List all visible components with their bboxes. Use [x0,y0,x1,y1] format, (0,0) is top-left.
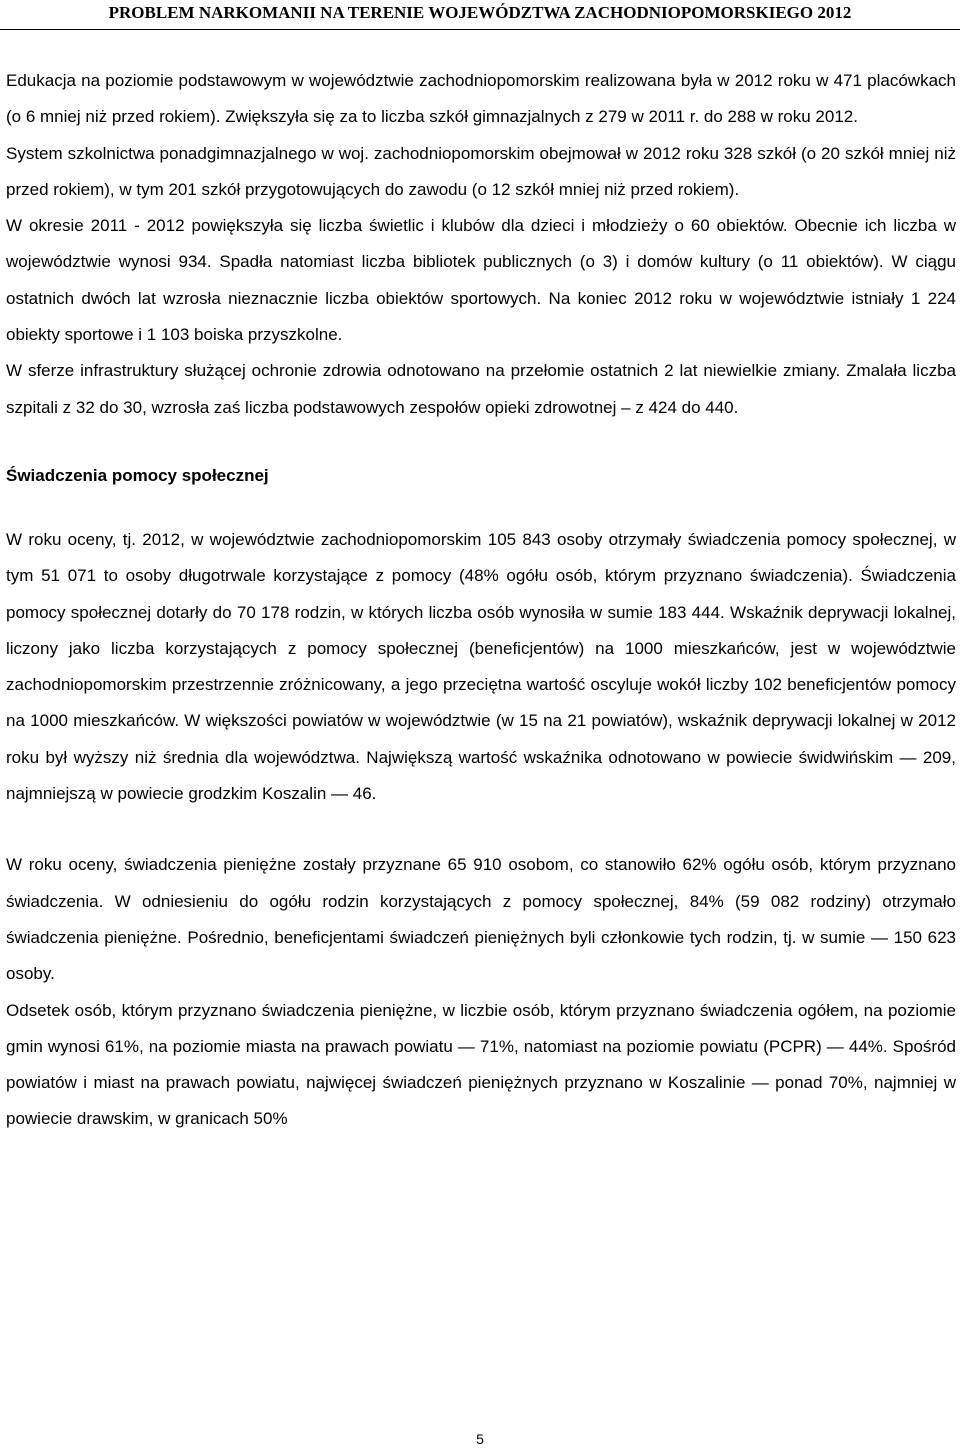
paragraph-cash-benefits: W roku oceny, świadczenia pieniężne zostały przyznane 65 910 osobom, co stanowiło 62% ogółu osób, którym przyznano świadczenia. W odniesieniu do ogółu rodzin korzystających z pomocy społecznej, 84% (59 082 rodziny) otrzymało świadczenia pieniężne. Pośrednio, beneficjentami świadczeń pieniężnych byli członkowie tych rodzin, tj. w sumie — 150 623 osoby. [6,855,956,984]
section-spacer [6,494,956,522]
paragraph-cash-benefits-share: Odsetek osób, którym przyznano świadczenia pieniężne, w liczbie osób, którym przyznano świadczenia ogółem, na poziomie gmin wynosi 61%, na poziomie miasta na prawach powiatu — 71%, natomiast na poziomie powiatu (PCPR) — 44%. Spośród powiatów i miast na prawach powiatu, najwięcej świadczeń pieniężnych przyznano w Koszalinie — ponad 70%, najmniej w powiecie drawskim, w granicach 50% [6,1000,956,1129]
paragraph-spacer [6,812,956,847]
paragraph-secondary-schools: System szkolnictwa ponadgimnazjalnego w woj. zachodniopomorskim obejmował w 2012 roku 328 szkół (o 20 szkół mniej niż przed rokiem), w tym 201 szkół przygotowujących do zawodu (o 12 szkół mniej niż przed rokiem). [6,143,956,199]
paragraph-primary-education: Edukacja na poziomie podstawowym w województwie zachodniopomorskim realizowana była w 2012 roku w 471 placówkach (o 6 mniej niż przed rokiem). Zwiększyła się za to liczba szkół gimnazjalnych z 279 w 2011 r. do 288 w roku 2012. [6,71,956,127]
paragraph-health-infrastructure: W sferze infrastruktury służącej ochronie zdrowia odnotowano na przełomie ostatnich 2 lat niewielkie zmiany. Zmalała liczba szpitali z 32 do 30, wzrosła zaś liczba podstawowych zespołów opieki zdrowotnej – z 424 do 440. [6,361,956,417]
running-header: PROBLEM NARKOMANII NA TERENIE WOJEWÓDZTWA ZACHODNIOPOMORSKIEGO 2012 [108,3,852,22]
page-number: 5 [476,1431,484,1447]
header-divider [0,29,960,30]
section-heading: Świadczenia pomocy społecznej [6,465,269,485]
section-spacer [6,426,956,458]
paragraph-social-assistance: W roku oceny, tj. 2012, w województwie zachodniopomorskim 105 843 osoby otrzymały świadczenia pomocy społecznej, w tym 51 071 to osoby długotrwale korzystające z pomocy (48% ogółu osób, którym przyznano świadczenia). Świadczenia pomocy społecznej dotarły do 70 178 rodzin, w których liczba osób wynosiła w sumie 183 444. Wskaźnik deprywacji lokalnej, liczony jako liczba korzystających z pomocy społecznej (beneficjentów) na 1000 mieszkańców, jest w województwie zachodniopomorskim przestrzennie zróżnicowany, a jego przeciętna wartość oscyluje wokół liczby 102 beneficjentów pomocy na 1000 mieszkańców. W większości powiatów w województwie (w 15 na 21 powiatów), wskaźnik deprywacji lokalnej w 2012 roku był wyższy niż średnia dla województwa. Największą wartość wskaźnika odnotowano w powiecie świdwińskim — 209, najmniejszą w powiecie grodzkim Koszalin — 46. [6,529,956,804]
page-body [6,63,956,1138]
paragraph-culture-sport: W okresie 2011 - 2012 powiększyła się liczba świetlic i klubów dla dzieci i młodzieży o 60 obiektów. Obecnie ich liczba w województwie wynosi 934. Spadła natomiast liczba bibliotek publicznych (o 3) i domów kultury (o 11 obiektów). W ciągu ostatnich dwóch lat wzrosła nieznacznie liczba obiektów sportowych. Na koniec 2012 roku w województwie istniały 1 224 obiekty sportowe i 1 103 boiska przyszkolne. [6,216,956,345]
